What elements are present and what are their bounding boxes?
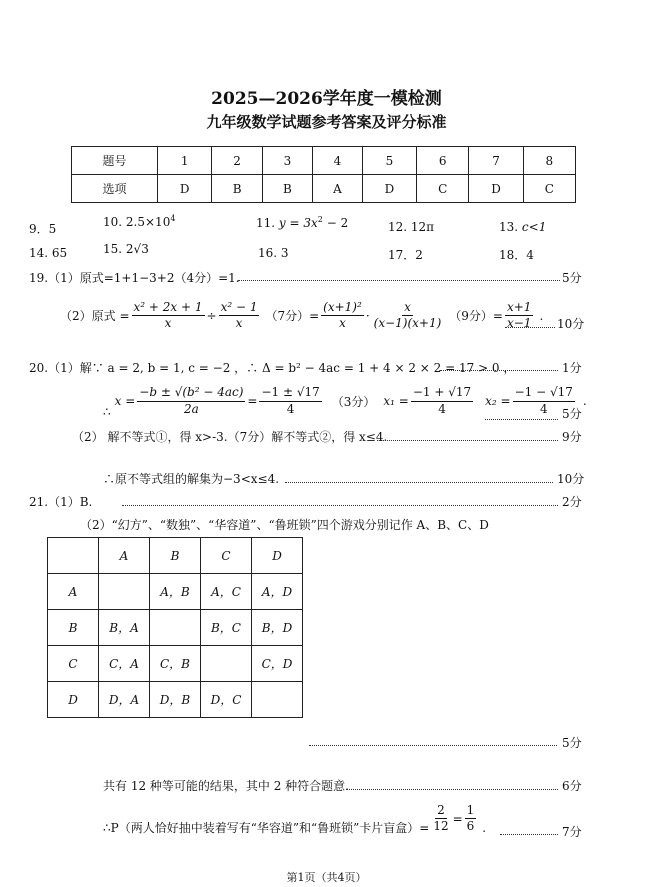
table-cell: D: [469, 175, 523, 203]
score-label: 10分: [557, 317, 585, 331]
table-cell: 5: [362, 147, 416, 175]
q19-step-9: （9分）=: [449, 309, 503, 324]
table-cell: C，D: [252, 646, 303, 682]
table-cell: A，C: [201, 574, 252, 610]
outcome-table: [47, 537, 303, 718]
numerator: −1 ± √17: [259, 386, 321, 401]
dot-leader: [238, 280, 560, 281]
answer-table: [71, 146, 576, 203]
score-label: 5分: [562, 271, 582, 285]
denominator: x: [235, 316, 243, 331]
fraction: [219, 301, 260, 330]
table-cell: C: [523, 175, 575, 203]
q20-conclusion: ∴原不等式组的解集为−3<x≤4.: [103, 472, 280, 486]
divide-sign: ÷: [206, 308, 217, 323]
table-cell: D: [252, 538, 303, 574]
fraction: [411, 386, 473, 415]
table-cell: 8: [523, 147, 575, 175]
numerator: −b ± √(b² − 4ac): [137, 386, 245, 401]
table-cell: A，B: [150, 574, 201, 610]
answer-q11: [256, 215, 348, 230]
table-cell: 3: [262, 147, 312, 175]
q11-exponent: 2: [317, 215, 323, 224]
denominator: x−1: [506, 316, 532, 331]
denominator: 4: [539, 401, 548, 416]
table-cell: A: [48, 574, 99, 610]
q13-label: 13.: [499, 220, 519, 234]
numerator: (x+1)²: [321, 301, 364, 316]
q15-label: 15.: [103, 242, 123, 256]
page-title: 2025—2026学年度一模检测: [211, 89, 442, 109]
dot-leader: [309, 745, 557, 746]
answer-q14: 14. 65: [29, 246, 68, 260]
q11-expr: y = 3x: [278, 216, 318, 230]
denominator: (x−1)(x+1): [373, 316, 442, 331]
numerator: −1 + √17: [411, 386, 473, 401]
score-label: 5分: [562, 736, 582, 750]
table-cell: C: [201, 538, 252, 574]
score-label: 9分: [562, 430, 582, 444]
table-cell: D: [158, 175, 212, 203]
dot-leader: [122, 505, 558, 506]
score-label: 7分: [562, 825, 582, 839]
table-cell: [150, 610, 201, 646]
dot-leader: [500, 834, 558, 835]
numerator: x² − 1: [219, 301, 260, 316]
table-cell: B: [48, 610, 99, 646]
q19-part2: [60, 301, 543, 330]
table-cell: [201, 646, 252, 682]
table-cell: C，A: [99, 646, 150, 682]
denominator: 2a: [183, 401, 199, 416]
period: .: [582, 394, 587, 408]
numerator: x: [402, 301, 413, 316]
table-row: [72, 175, 576, 203]
period: .: [539, 308, 544, 323]
answer-q10: [103, 214, 175, 229]
table-cell: B，A: [99, 610, 150, 646]
dot-leader: [346, 789, 558, 790]
answer-q17: 17．2: [388, 248, 423, 262]
denominator: x: [339, 316, 346, 331]
q13-expr: c<1: [521, 220, 547, 234]
table-row: [48, 646, 303, 682]
numerator: 2: [435, 804, 447, 819]
dot-leader: [440, 370, 558, 371]
table-cell: A，D: [252, 574, 303, 610]
score-label: 6分: [562, 779, 582, 793]
denominator: 4: [286, 401, 295, 416]
denominator: 4: [438, 401, 446, 416]
page-subtitle: 九年级数学试题参考答案及评分标准: [206, 113, 447, 131]
q19-part2-label: （2）原式 =: [60, 309, 130, 324]
fraction: [465, 804, 477, 833]
fraction: [137, 386, 245, 415]
table-row: [48, 574, 303, 610]
table-cell: B，D: [252, 610, 303, 646]
table-cell: 4: [313, 147, 363, 175]
q20-part2: （2） 解不等式①，得 x>-3.（7分）解不等式②，得 x≤4.: [72, 430, 388, 444]
q19-step-7: （7分）=: [265, 309, 320, 324]
answer-q16: 16. 3: [258, 246, 289, 260]
equals-sign: =: [247, 394, 258, 408]
table-cell: C，B: [150, 646, 201, 682]
q11-tail: − 2: [322, 216, 349, 230]
q20-roots: [103, 383, 587, 419]
numerator: −1 − √17: [513, 386, 575, 401]
q21-result: 共有 12 种等可能的结果，其中 2 种符合题意.: [103, 779, 349, 793]
x2-equals: x₂ =: [485, 394, 511, 408]
denominator: x: [164, 316, 172, 331]
answer-q9: 9．5: [29, 222, 57, 236]
table-cell: 2: [212, 147, 262, 175]
table-cell: B: [150, 538, 201, 574]
dot-leader: [485, 419, 558, 420]
denominator: 12: [433, 819, 449, 833]
equals-sign: =: [452, 811, 463, 826]
table-cell: [99, 574, 150, 610]
fraction: [505, 301, 533, 330]
table-cell: 7: [469, 147, 523, 175]
table-row: [48, 610, 303, 646]
fraction: [259, 386, 321, 415]
x1-equals: x₁ =: [383, 394, 409, 408]
table-cell: [252, 682, 303, 718]
answer-q18: 18．4: [499, 248, 534, 262]
table-cell: C: [48, 646, 99, 682]
q20-step-3: （3分）: [331, 394, 376, 409]
answer-q13: [499, 220, 546, 234]
table-row: [72, 147, 576, 175]
q20-part1-line1: 20.（1）解∵ a = 2, b = 1, c = −2 ，∴ Δ = b² − 4ac = 1 + 4 × 2 × 2 = 17 > 0 ，: [29, 361, 516, 375]
dot-operator: ·: [365, 308, 370, 323]
q21-part1: 21.（1）B.: [29, 495, 93, 509]
table-cell: C: [417, 175, 469, 203]
numerator: x+1: [505, 301, 533, 316]
table-cell: B: [262, 175, 312, 203]
numerator: 1: [465, 804, 477, 819]
q15-expr: 2√3: [125, 242, 149, 256]
answer-q12: 12. 12π: [388, 220, 435, 234]
table-cell: 6: [417, 147, 469, 175]
score-label: 2分: [562, 495, 582, 509]
q21-probability: [103, 801, 486, 836]
table-row: [48, 682, 303, 718]
probability-text: ∴P（两人恰好抽中装着写有“华容道”和“鲁班锁”卡片盲盒）=: [103, 821, 430, 835]
table-cell: A: [313, 175, 363, 203]
q10-base: 2.5×10: [125, 215, 171, 229]
denominator: 6: [466, 819, 475, 833]
dot-leader: [377, 440, 558, 441]
score-label: 1分: [562, 361, 582, 375]
page-footer: 第1页（共4页）: [286, 871, 367, 884]
table-cell: D，A: [99, 682, 150, 718]
table-cell: D: [48, 682, 99, 718]
period: .: [482, 820, 487, 835]
table-cell: B，C: [201, 610, 252, 646]
table-cell: B: [212, 175, 262, 203]
fraction: [431, 804, 450, 833]
table-row: [48, 538, 303, 574]
table-cell: D，B: [150, 682, 201, 718]
score-label: 10分: [557, 472, 585, 486]
x-equals: x =: [114, 394, 136, 408]
answer-q15: [103, 242, 149, 256]
q10-label: 10.: [103, 215, 123, 229]
table-cell: D，C: [201, 682, 252, 718]
q21-part2: （2）“幻方”、“数独”、“华容道”、“鲁班锁”四个游戏分别记作 A、B、C、D: [80, 518, 489, 532]
q11-label: 11.: [256, 216, 276, 230]
table-cell: A: [99, 538, 150, 574]
table-cell: 1: [158, 147, 212, 175]
dot-leader: [285, 482, 553, 483]
dot-leader: [505, 327, 555, 328]
q10-exponent: 4: [170, 214, 176, 223]
table-cell: D: [362, 175, 416, 203]
fraction: [132, 301, 205, 330]
therefore-symbol: ∴: [103, 405, 111, 419]
row-label: 选项: [72, 175, 158, 203]
fraction: [372, 301, 444, 330]
q19-part1: 19.（1）原式=1+1−3+2（4分）=1.: [29, 271, 240, 285]
table-cell: [48, 538, 99, 574]
fraction: [321, 301, 364, 330]
row-label: 题号: [72, 147, 158, 175]
numerator: x² + 2x + 1: [132, 301, 205, 316]
score-label: 5分: [562, 407, 582, 421]
